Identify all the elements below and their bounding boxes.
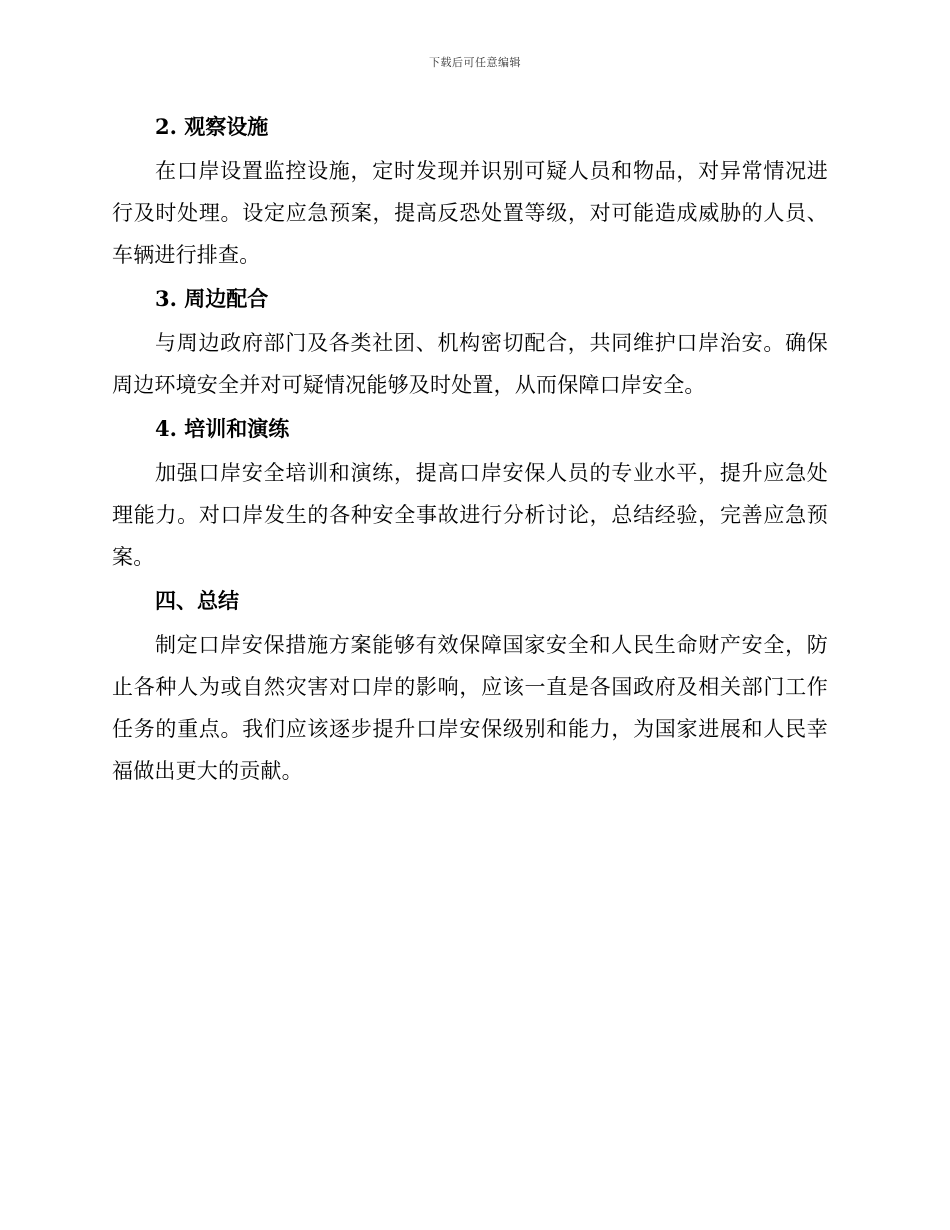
section-paragraph-training: 加强口岸安全培训和演练，提高口岸安保人员的专业水平，提升应急处理能力。对口岸发生的各种安全事故进行分析讨论，总结经验，完善应急预案。: [112, 461, 828, 569]
page-header: 下载后可任意编辑: [429, 56, 521, 69]
section-heading-summary: 四、总结: [155, 588, 239, 613]
section-paragraph-summary: 制定口岸安保措施方案能够有效保障国家安全和人民生命财产安全，防止各种人为或自然灾害对口岸的影响，应该一直是各国政府及相关部门工作任务的重点。我们应该逐步提升口岸安保级别和能力，为国家进展和人民幸福做出更大的贡献。: [112, 633, 828, 783]
section-heading-training: 4. 培训和演练: [155, 416, 290, 441]
section-paragraph-observation: 在口岸设置监控设施，定时发现并识别可疑人员和物品，对异常情况进行及时处理。设定应急预案，提高反恐处置等级，对可能造成威胁的人员、车辆进行排查。: [112, 159, 828, 267]
section-heading-observation: 2. 观察设施: [155, 114, 269, 139]
document-body: [112, 110, 828, 798]
section-heading-coordination: 3. 周边配合: [155, 286, 269, 311]
section-paragraph-coordination: 与周边政府部门及各类社团、机构密切配合，共同维护口岸治安。确保周边环境安全并对可疑情况能够及时处置，从而保障口岸安全。: [112, 331, 828, 397]
